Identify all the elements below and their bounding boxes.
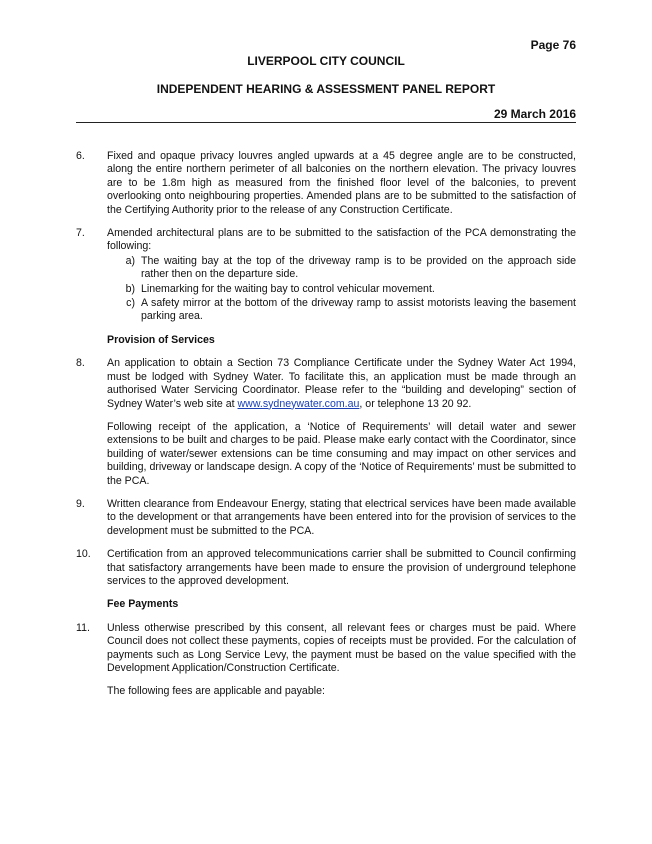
sub-item-text: A safety mirror at the bottom of the driveway ramp to assist motorists leaving the basement parking area. [141,297,576,323]
sub-item-letter: b) [125,282,135,295]
condition-number: 11. [76,621,90,634]
condition-8-followup: Following receipt of the application, a ‘Notice of Requirements’ will detail water and sewer extensions to be built and charges to be paid. Please make early contact with the Coordinator, since building of water/sewer extensions can be time consuming and may impact on other services and building, driveway or landscape design. A copy of the ‘Notice of Requirements’ must be submitted to the PCA. [107,420,576,487]
condition-text: Certification from an approved telecommunications carrier shall be submitted to Council confirming that satisfactory arrangements have been made to ensure the provision of underground telephone services to the approved development. [107,548,576,587]
condition-number: 7. [76,227,85,240]
sub-item-text: The waiting bay at the top of the driveway ramp is to be provided on the approach side rather then on the departure side. [141,254,576,281]
condition-10 [76,548,576,588]
condition-11 [76,622,576,676]
condition-text [107,357,576,411]
report-date: 29 March 2016 [493,107,576,121]
condition-text: Fixed and opaque privacy louvres angled upwards at a 45 degree angle are to be constructed, along the entire northern perimeter of all balconies on the northern elevation. The privacy louvres are to be 1.8m high as measured from the finished floor level of the balconies, to prevent overlooking onto neighbouring properties. Amended plans are to be submitted to the satisfaction of the Certifying Authority prior to the release of any Construction Certificate. [107,150,576,216]
header-divider [76,122,576,123]
condition-9 [76,498,576,538]
section-heading-fee-payments: Fee Payments [107,598,179,611]
condition-number: 8. [76,357,85,370]
report-title: INDEPENDENT HEARING & ASSESSMENT PANEL REPORT [156,82,496,96]
sub-item-b [107,283,576,296]
sub-item-c [107,297,576,324]
condition-11-followup: The following fees are applicable and payable: [107,685,325,698]
condition-6 [76,150,576,217]
condition-text-end: , or telephone 13 20 92. [359,397,472,410]
condition-text-start: An application to obtain a Section 73 Compliance Certificate under the Sydney Water Act 1994, must be lodged with Sydney Water. To facilitate this, an application must be made through an authorised Water Servicing Coordinator. Please refer to the “building and developing” section of Sydney Water’s web site at [107,357,576,410]
organisation-name: LIVERPOOL CITY COUNCIL [247,54,405,68]
condition-text: Amended architectural plans are to be submitted to the satisfaction of the PCA demonstrating the following: [107,227,576,253]
sub-item-text: Linemarking for the waiting bay to control vehicular movement. [141,282,435,295]
sub-item-letter: c) [126,297,135,310]
condition-text: Written clearance from Endeavour Energy, stating that electrical services have been made available to the development or that arrangements have been entered into for the provision of services to the development must be submitted to the PCA. [107,497,576,537]
condition-number: 6. [76,150,85,162]
sydney-water-link[interactable]: www.sydneywater.com.au [237,397,360,410]
page-number: Page 76 [530,38,576,52]
sub-item-letter: a) [125,254,135,267]
sub-item-a [107,255,576,282]
condition-text: Unless otherwise prescribed by this consent, all relevant fees or charges must be paid. Where Council does not collect these payments, copies of receipts must be provided. For the calculation of payments such as Long Service Levy, the payment must be based on the value specified with the Development Application/Construction Certificate. [107,621,576,674]
section-heading-provision-of-services: Provision of Services [107,333,215,346]
condition-8 [76,357,576,411]
condition-body [107,227,576,324]
document-body [76,150,576,709]
condition-7 [76,227,576,324]
condition-number: 10. [76,548,91,561]
condition-number: 9. [76,497,85,510]
